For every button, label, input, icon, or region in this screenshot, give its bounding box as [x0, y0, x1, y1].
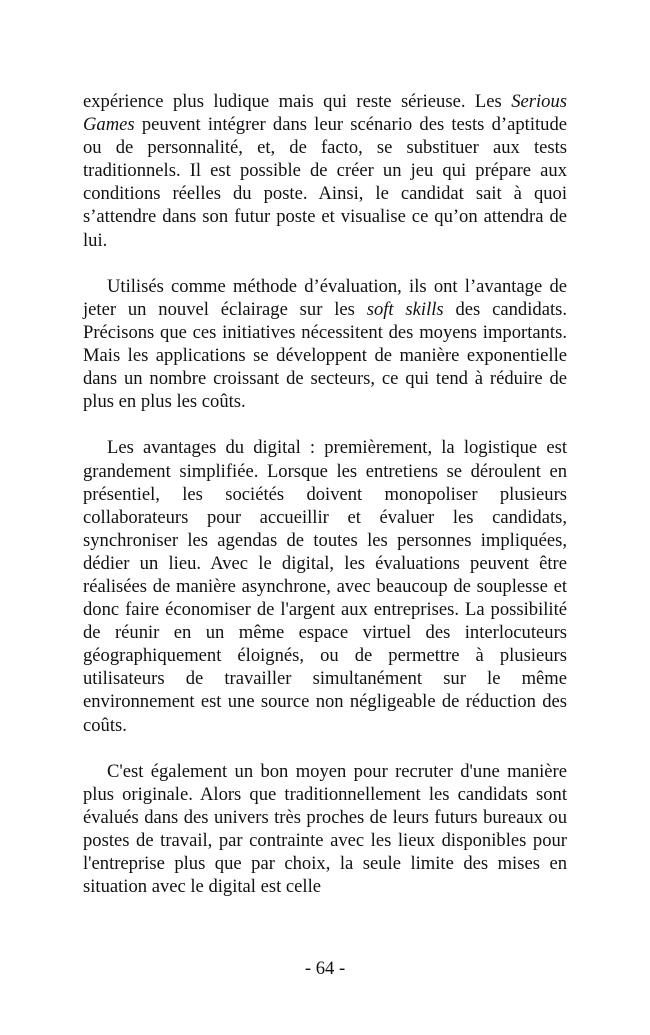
paragraph-3-text: Les avantages du digital : premièrement, la logistique est grandement simplifiée. Lorsque les entretiens se déroulent en présentiel, les sociétés doivent monopoliser plusieurs collaborateurs pour accueillir et évaluer les candidats, synchroniser les agendas de toutes les personnes impliquées, dédier un lieu. Avec le digital, les évaluations peuvent être réalisées de manière asynchrone, avec beaucoup de souplesse et donc faire économiser de l'argent aux entreprises. La possibilité de réunir en un même espace virtuel des interlocuteurs géographiquement éloignés, ou de permettre à plusieurs utilisateurs de travailler simultanément sur le même environnement est une source non négligeable de réduction des coûts. [83, 437, 567, 736]
paragraph-4 [83, 760, 567, 899]
paragraph-2-italic-soft-skills: soft skills [366, 298, 444, 320]
paragraph-2-text-1: Utilisés comme méthode d’évaluation, ils ont l’avantage de jeter un nouvel éclairage sur les [83, 275, 567, 320]
page-number: - 64 - [304, 958, 346, 979]
paragraph-1-text-2: peuvent intégrer dans leur scénario des tests d’aptitude ou de personnalité, et, de facto, se substituer aux tests traditionnels. Il est possible de créer un jeu qui prépare aux conditions réelles du poste. Ainsi, le candidat sait à quoi s’attendre dans son futur poste et visualise ce qu’on attendra de lui. [83, 114, 567, 251]
paragraph-1-text-1: expérience plus ludique mais qui reste sérieuse. Les [83, 91, 512, 112]
paragraph-1 [83, 90, 567, 252]
paragraph-1-italic-serious-games: Serious Games [83, 91, 567, 136]
page-body [83, 90, 567, 898]
paragraph-2-text-2: des candidats. Précisons que ces initiatives nécessitent des moyens importants. Mais les applications se développent de manière exponentielle dans un nombre croissant de secteurs, ce qui tend à réduire de plus en plus les coûts. [83, 298, 567, 413]
paragraph-2 [83, 275, 567, 414]
paragraph-3 [83, 436, 567, 736]
paragraph-4-text: C'est également un bon moyen pour recruter d'une manière plus originale. Alors que traditionnellement les candidats sont évalués dans des univers très proches de leurs futurs bureaux ou postes de travail, par contrainte avec les lieux disponibles pour l'entreprise plus que par choix, la seule limite des mises en situation avec le digital est celle [83, 760, 567, 898]
